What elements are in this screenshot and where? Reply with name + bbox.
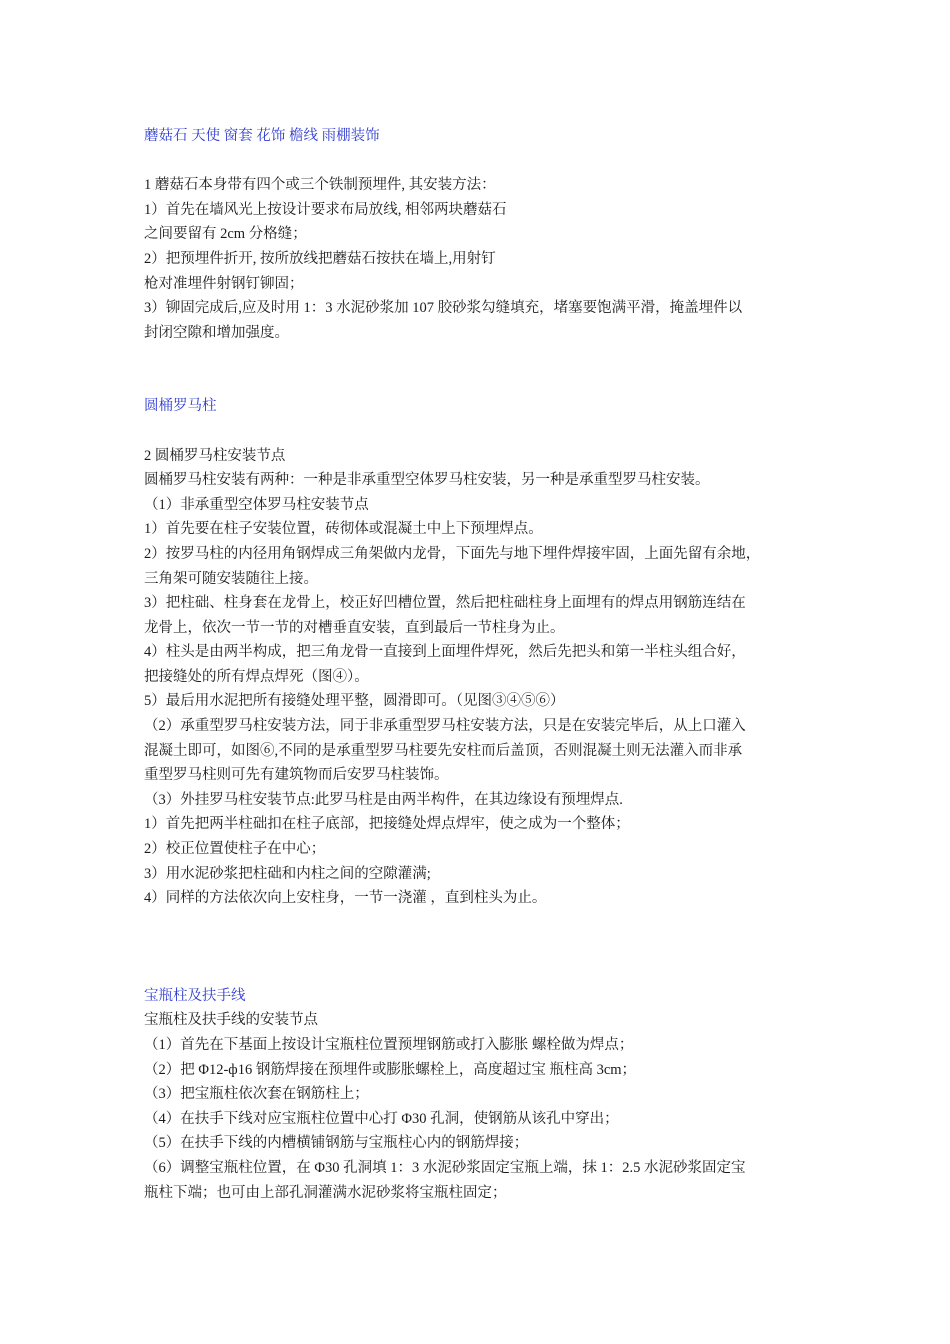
paragraph-line: 之间要留有 2cm 分格缝； [144,226,307,243]
paragraph-line: 2）按罗马柱的内径用角钢焊成三角架做内龙骨，下面先与地下埋件焊接牢固，上面先留有余地， [144,545,761,562]
paragraph-line: 1）首先要在柱子安装位置，砖彻体或混凝土中上下预埋焊点。 [144,521,543,538]
paragraph-line: 把接缝处的所有焊点焊死（图④）。 [144,668,369,685]
paragraph-line: （1）首先在下基面上按设计宝瓶柱位置预埋钢筋或打入膨胀 螺栓做为焊点； [144,1037,634,1053]
paragraph-line: （5）在扶手下线的内槽横铺钢筋与宝瓶柱心内的钢筋焊接； [144,1135,529,1152]
paragraph-line: 1）首先在墙风光上按设计要求布局放线, 相邻两块蘑菇石 [144,201,507,218]
paragraph-line: 3）把柱础、柱身套在龙骨上，校正好凹槽位置，然后把柱础柱身上面埋有的焊点用钢筋连结在 [144,595,746,612]
paragraph-line: 3）用水泥砂浆把柱础和内柱之间的空隙灌满; [144,865,431,882]
paragraph-line: 5）最后用水泥把所有接缝处理平整，圆滑即可。（见图③④⑤⑥） [144,693,565,710]
paragraph-line: 圆桶罗马柱安装有两种：一种是非承重型空体罗马柱安装，另一种是承重型罗马柱安装。 [144,472,710,489]
paragraph-line: 2 圆桶罗马柱安装节点 [144,447,286,464]
section-body-roman-column [144,444,824,911]
paragraph-line: 瓶柱下端；也可由上部孔洞灌满水泥砂浆将宝瓶柱固定； [144,1184,507,1201]
paragraph-line: （3）外挂罗马柱安装节点:此罗马柱是由两半构件，在其边缘设有预埋焊点. [144,791,623,808]
section-body-baluster [144,1008,824,1205]
paragraph-line: 枪对准埋件射钢钉铆固； [144,275,304,292]
paragraph-line: 3）铆固完成后,应及时用 1：3 水泥砂浆加 107 胶砂浆勾缝填充，堵塞要饱满平滑，掩盖埋件以 [144,300,743,317]
paragraph-line: （2）承重型罗马柱安装方法，同于非承重型罗马柱安装方法，只是在安装完毕后，从上口灌入 [144,718,746,735]
paragraph-line: 2）校正位置使柱子在中心； [144,841,326,858]
paragraph-line: （3）把宝瓶柱依次套在钢筋柱上； [144,1086,369,1103]
paragraph-line: 4）柱头是由两半构成，把三角龙骨一直接到上面埋件焊死，然后先把头和第一半柱头组合好， [144,644,746,661]
paragraph-line: 2）把预埋件折开, 按所放线把蘑菇石按扶在墙上,用射钉 [144,250,496,267]
paragraph-line: 三角架可随安装随往上接。 [144,570,318,587]
section-heading-roman-column: 圆桶罗马柱 [144,398,217,415]
paragraph-line: 1）首先把两半柱础扣在柱子底部，把接缝处焊点焊牢，使之成为一个整体； [144,816,630,833]
paragraph-line: 龙骨上，依次一节一节的对槽垂直安装，直到最后一节柱身为止。 [144,619,565,636]
paragraph-line: （4）在扶手下线对应宝瓶柱位置中心打 Φ30 孔洞，使钢筋从该孔中穿出； [144,1110,619,1127]
paragraph-line: 1 蘑菇石本身带有四个或三个铁制预埋件, 其安装方法： [144,177,496,194]
paragraph-line: 4）同样的方法依次向上安柱身，一节一浇灌 ，直到柱头为止。 [144,890,547,907]
document-page [144,124,824,1205]
paragraph-line: 封闭空隙和增加强度。 [144,324,289,341]
paragraph-line: （6）调整宝瓶柱位置，在 Φ30 孔洞填 1：3 水泥砂浆固定宝瓶上端，抹 1：2.5 水泥砂浆固定宝 [144,1159,746,1176]
section-body-mushroom-stone [144,173,824,345]
paragraph-line: 混凝土即可，如图⑥,不同的是承重型罗马柱要先安柱而后盖顶，否则混凝土则无法灌入而非承 [144,742,743,759]
section-heading-baluster: 宝瓶柱及扶手线 [144,987,246,1004]
paragraph-line: 宝瓶柱及扶手线的安装节点 [144,1012,318,1029]
paragraph-line: （2）把 Φ12-ф16 钢筋焊接在预埋件或膨胀螺栓上，高度超过宝 瓶柱高 3cm； [144,1061,637,1078]
paragraph-line: （1）非承重型空体罗马柱安装节点 [144,496,369,513]
section-heading-mushroom-stone: 蘑菇石 天使 窗套 花饰 檐线 雨棚装饰 [144,128,380,144]
paragraph-line: 重型罗马柱则可先有建筑物而后安罗马柱装饰。 [144,767,449,784]
